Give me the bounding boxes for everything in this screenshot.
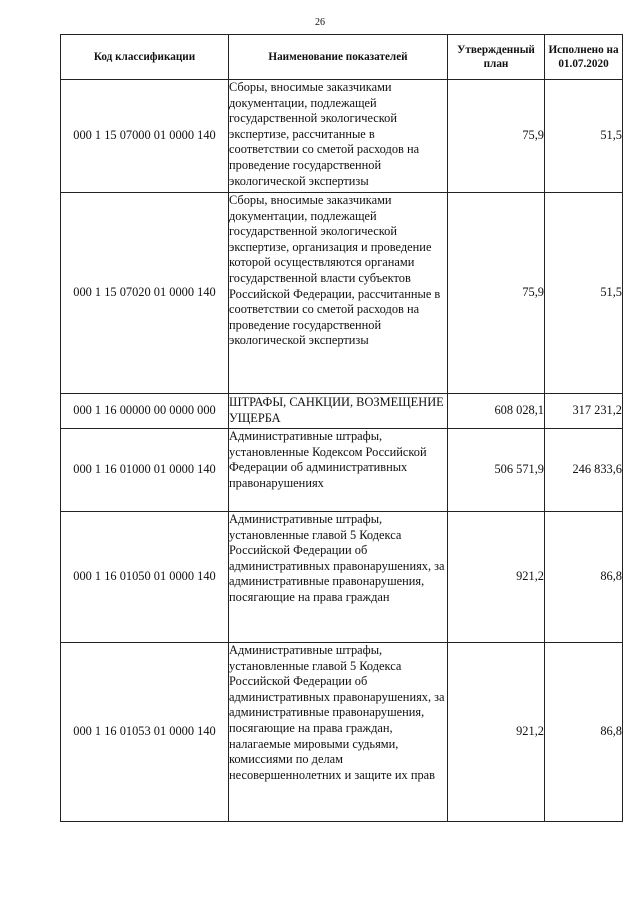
header-executed: Исполнено на 01.07.2020 — [545, 35, 623, 80]
row-indicator-name: Административные штрафы, установленные главой 5 Кодекса Российской Федерации об административных правонарушениях, за административные правонарушения, посягающие на права граждан, налагаемые мировыми судьями, комиссиями по делам несовершеннолетних и защите их прав — [229, 643, 448, 822]
table-row — [61, 429, 623, 512]
table-row — [61, 512, 623, 643]
table-row — [61, 193, 623, 394]
row-classification-code: 000 1 15 07000 01 0000 140 — [61, 80, 229, 193]
table-row — [61, 394, 623, 429]
row-indicator-name: Сборы, вносимые заказчиками документации, подлежащей государственной экологической экспертизе, организация и проведение которой осуществляются органами государственной власти субъектов Российской Федерации, рассчитанные в соответствии со сметой расходов на проведение государственной экологической экспертизы — [229, 193, 448, 394]
header-indicator-name: Наименование показателей — [229, 35, 448, 80]
row-classification-code: 000 1 15 07020 01 0000 140 — [61, 193, 229, 394]
row-approved-plan: 75,9 — [448, 193, 545, 394]
row-executed: 86,8 — [545, 643, 623, 822]
row-executed: 51,5 — [545, 80, 623, 193]
row-approved-plan: 75,9 — [448, 80, 545, 193]
row-approved-plan: 506 571,9 — [448, 429, 545, 512]
table-header-row — [61, 35, 623, 80]
row-classification-code: 000 1 16 00000 00 0000 000 — [61, 394, 229, 429]
row-classification-code: 000 1 16 01050 01 0000 140 — [61, 512, 229, 643]
row-executed: 51,5 — [545, 193, 623, 394]
row-indicator-name: Административные штрафы, установленные Кодексом Российской Федерации об административных правонарушениях — [229, 429, 448, 512]
row-indicator-name: Административные штрафы, установленные главой 5 Кодекса Российской Федерации об административных правонарушениях, за административные правонарушения, посягающие на права граждан — [229, 512, 448, 643]
header-classification-code: Код классификации — [61, 35, 229, 80]
header-approved-plan: Утвержденный план — [448, 35, 545, 80]
row-classification-code: 000 1 16 01053 01 0000 140 — [61, 643, 229, 822]
row-indicator-name: Сборы, вносимые заказчиками документации, подлежащей государственной экологической экспертизе, рассчитанные в соответствии со сметой расходов на проведение государственной экологической экспертизы — [229, 80, 448, 193]
table-row — [61, 80, 623, 193]
row-approved-plan: 608 028,1 — [448, 394, 545, 429]
row-approved-plan: 921,2 — [448, 512, 545, 643]
row-classification-code: 000 1 16 01000 01 0000 140 — [61, 429, 229, 512]
budget-execution-table — [60, 34, 623, 822]
row-indicator-name: ШТРАФЫ, САНКЦИИ, ВОЗМЕЩЕНИЕ УЩЕРБА — [229, 394, 448, 429]
row-approved-plan: 921,2 — [448, 643, 545, 822]
page-number: 26 — [315, 17, 325, 28]
row-executed: 246 833,6 — [545, 429, 623, 512]
row-executed: 317 231,2 — [545, 394, 623, 429]
row-executed: 86,8 — [545, 512, 623, 643]
table-row — [61, 643, 623, 822]
